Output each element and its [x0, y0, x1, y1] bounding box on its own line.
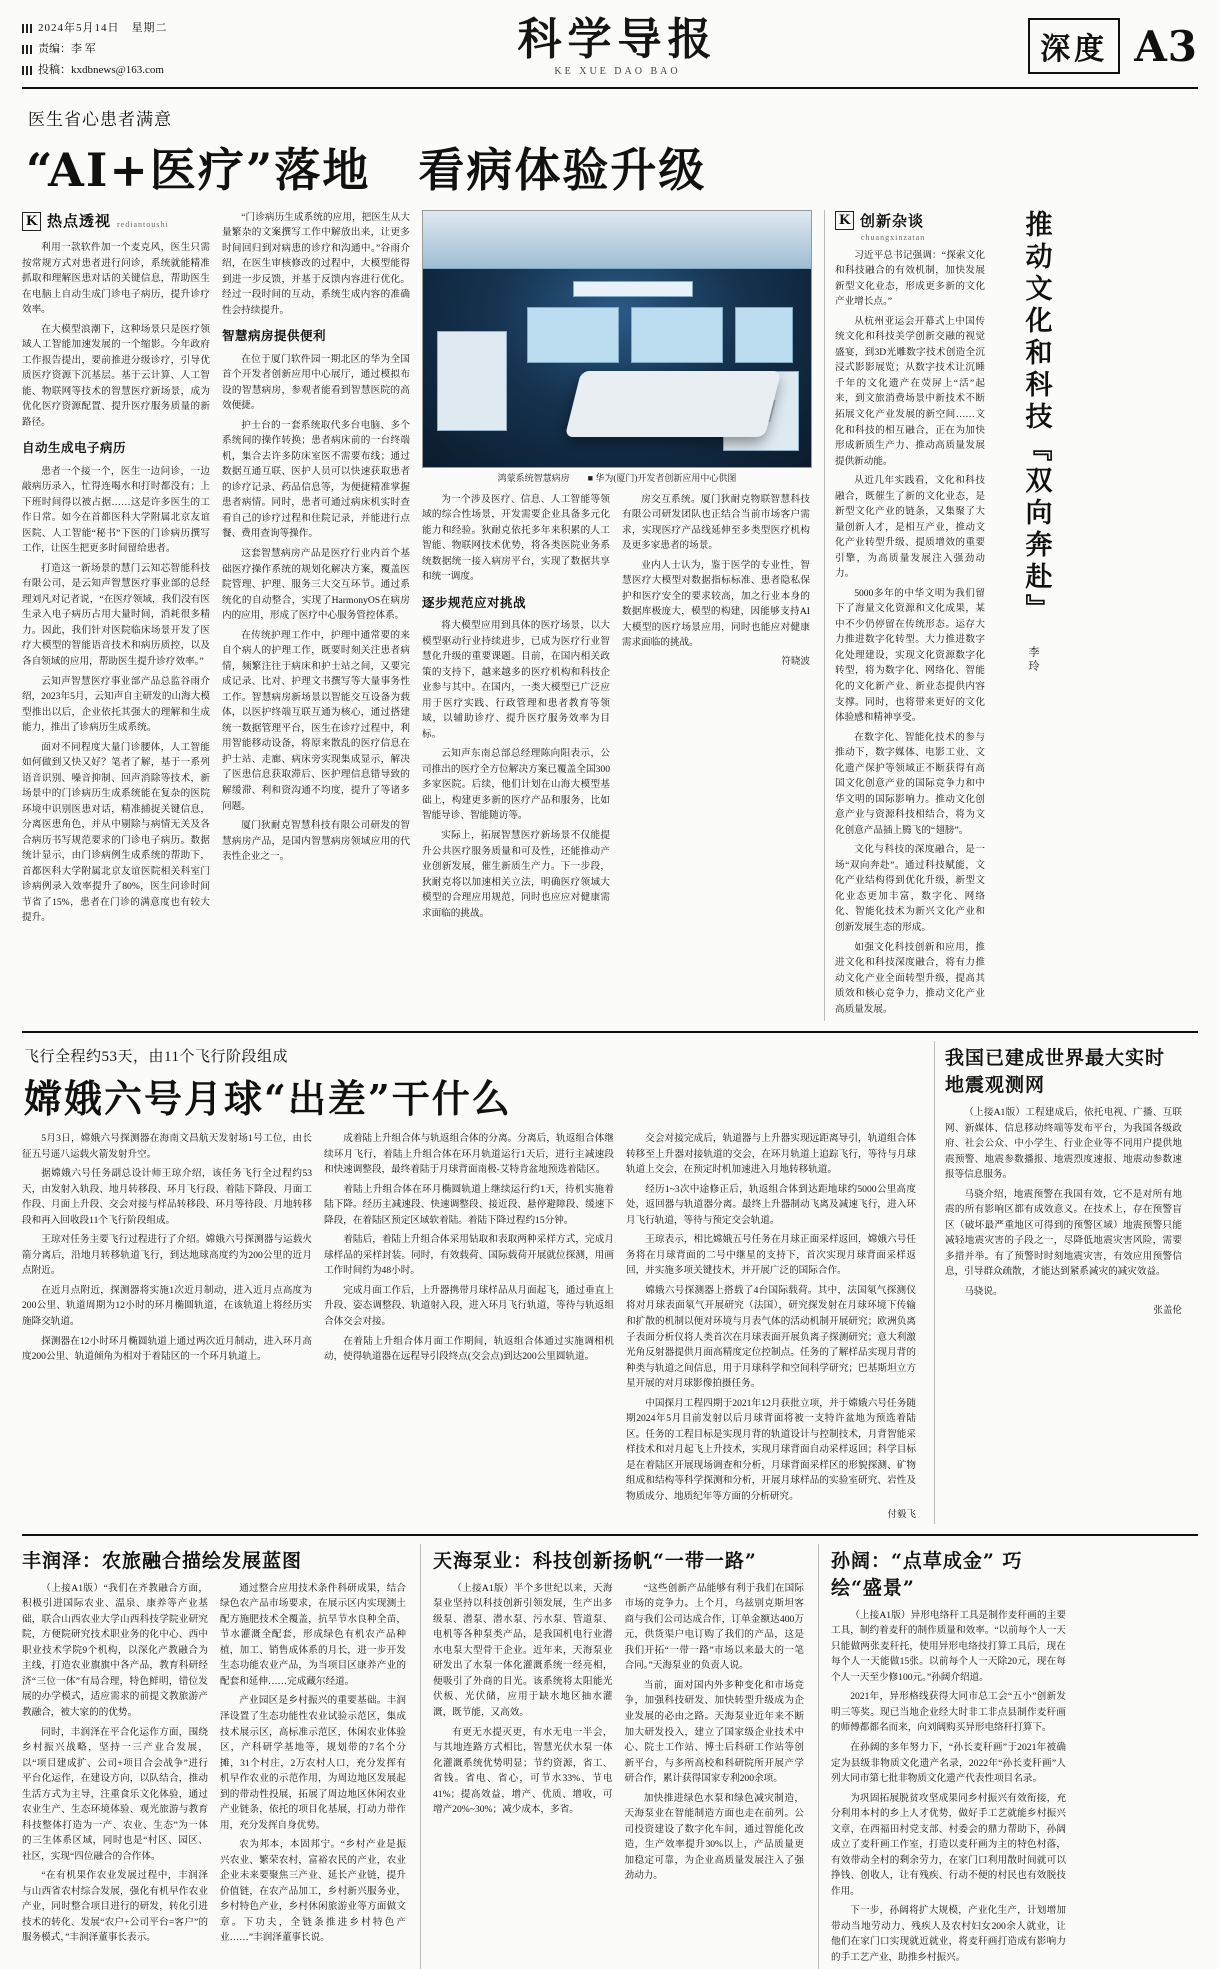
bottom-article-3 — [818, 1544, 1066, 1969]
paragraph: （上接A1版）工程建成后，依托电视、广播、互联网、新媒体、信息移动终端等发布平台，为我国各级政府、社会公众、中小学生、行业企业等不同用户提供地震预警、地震参数播报、地震烈度速报、地震动参数速报等信息服务。 — [945, 1107, 1182, 1181]
subhead: 逐步规范应对挑战 — [422, 595, 527, 610]
paragraph: 王琼对任务主要飞行过程进行了介绍。嫦娥六号探测器与运载火箭分离后，沿地月转移轨道飞行，到达地球高度约为200公里的近月点附近。 — [22, 1234, 312, 1277]
innovation-label-pinyin: chuangxinzatan — [861, 232, 926, 242]
quake-title: 我国已建成世界最大实时地震观测网 — [945, 1047, 1166, 1097]
paragraph: 成着陆上升组合体与轨返组合体的分离。分离后，轨返组合体继续环月飞行，着陆上升组合体在环月轨道运行1天后，进行主减速段和快速调整段，最终着陆于月球背面南极-艾特肯盆地预选着陆区。 — [324, 1133, 614, 1176]
paragraph: 完成月面工作后，上升器携带月球样品从月面起飞，通过垂直上升段、姿态调整段、轨道射入段，进入环月飞行轨道，等待与轨返组合体交会对接。 — [324, 1284, 614, 1328]
quake-box — [934, 1041, 1182, 1524]
paragraph: 嫦娥六号探测器上搭载了4台国际载荷。其中，法国氡气探测仪将对月球表面氡气开展研究（法国），研究探发射在月球环境下传输和扩散的机制以便对环境与月表气体的活动机制开展研究；欧洲负离子表面分析仪将人类首次在月球表面开展负离子探测研究；意大利激光角反射器提供月面高精度定位控制点。任务的了解样品实现月背的种类与轨道之间信息，用于月球科学和空间科学研究；巴基斯坦立方星开展的对月球影像拍摄任务。 — [626, 1284, 916, 1390]
paragraph: 下一步，孙阔将扩大规模，产业化生产，计划增加带动当地劳动力、残疾人及农村妇女200余人就业，让他们在家门口实现就近就业，将麦秆画打造成有影响力的手工艺产业，助推乡村振兴。 — [831, 1905, 1066, 1963]
subhead: 自动生成电子病历 — [22, 441, 127, 456]
article-title: 丰润泽：农旅融合描绘发展蓝图 — [22, 1549, 303, 1572]
paragraph: 王琼表示，相比嫦娥五号任务在月球正面采样返回，嫦娥六号任务将在月球背面的二号中继星的支持下，首次实现月球背面采样返回，并实施多项关键技术，并开展广泛的国际合作。 — [626, 1234, 916, 1277]
moon-column-2 — [324, 1131, 614, 1524]
paragraph: 面对不同程度大量门诊腰体，人工智能如何做到又快又好？笔者了解，基于一系列语音识别、噪音抑制、回声消除等技术，新场景中的门诊病历生成系统能在复杂的医院环境中识别医患对话，精准捕捉关键信息，分离医患角色，并从中剔除与病情无关及各合病历书写规范要求的门诊电子病历。数据统计显示，由门诊病例生成系统的帮助下，首都医科大学附属北京友谊医院相关科室门诊病例录入效率提升了80%，医生问诊时间节省了15%，患者在门诊的满意度也有较大提升。 — [22, 741, 210, 924]
paragraph: “在有机果作农业发展过程中，丰润泽与山西省农村综合发展，强化有机早作农业产业，同时整合项目进行的研发，转化引进技术的转化、发展“农户+公司平台=客户”的服务模式，”丰润泽董事长表示。 — [22, 1870, 208, 1944]
paragraph: 从杭州亚运会开幕式上中国传统文化和科技美学创新交融的视觉盛宴，到3D光雕数字技术创造全沉浸式影影展览；从数字技术让沉睡千年的文化遗产在荧屏上“活”起来，到文旅消费场景中新技术不断拓展文化产业发展的新空间……文化和科技的相互融合，正在为加快形成新质生产力、推动高质量发展提供新动能。 — [835, 315, 985, 467]
paragraph: 这套智慧病房产品是医疗行业内首个基础医疗操作系统的规划化解决方案，覆盖医院管理、护理、服务三大交互环节。通过系统化的自动整合，实现了HarmonyOS在病房内的应用，形成了医疗中心服务管控体系。 — [222, 548, 410, 622]
paragraph: 5月3日，嫦娥六号探测器在海南文昌航天发射场1号工位，由长征五号遥八运载火箭发射升空。 — [22, 1133, 312, 1160]
paragraph: 云知声东南总部总经理陈向阳表示，公司推出的医疗全方位解决方案已覆盖全国300多家医院。后续，他们计划在山海大模型基础上，构建更多新的医疗产品和服务，比如智能导诊、智能随访等。 — [422, 748, 610, 822]
paragraph: 厦门狄耐克智慧科技有限公司研发的智慧病房产品，是国内智慧病房领域应用的代表性企业之一。 — [222, 820, 410, 863]
photo-screen — [631, 307, 723, 363]
paragraph: 在位于厦门软件园一期北区的华为全国首个开发者创新应用中心展厅，通过模拟布设的智慧病房，参观者能看到智慧医院的高效便捷。 — [222, 353, 410, 412]
figure-caption: 鸿蒙系统智慧病房 ■ 华为(厦门)开发者创新应用中心供图 — [497, 472, 737, 483]
masthead-date-row: 2024年5月14日 星期二 — [22, 18, 267, 39]
paragraph: “门诊病历生成系统的应用，把医生从大量繁杂的文案撰写工作中解放出来，让更多时间回归到对病患的诊疗和沟通中。”谷雨介绍，在医生审核修改的过程中，大模型能得到进一步反馈，并基于反馈内容进行优化。经过一段时间的互动，系统生成内容的准确性会持续提升。 — [222, 211, 410, 316]
paragraph: 有更无水提灭更，有水无电一半会，与其地连路方式相比，智慧光伏水泵一体化灌溉系统优势明显；节约资源，省工、省钱。省电、省心，可节水33%、节电41%；提高效益，增产、优质、增收，可增产20%~30%；减少成本，多省。 — [433, 1726, 613, 1816]
paragraph: 农为邦本，本固邦宁。“乡村产业是振兴农业、繁荣农村，富裕农民的产业，农业企业未来要聚焦三产业、延长产业链，提升价值链，在农产品加工，乡村新兴服务业，乡村特色产业，乡村休闲旅游业等方面做文章。下功夫，全链条推进乡村特色产业……”丰润泽董事长说。 — [220, 1839, 406, 1944]
newspaper-title: 科学导报 — [517, 14, 718, 65]
lead-figure-block — [422, 210, 812, 1022]
paragraph: 据嫦娥六号任务副总设计师王琼介绍，该任务飞行全过程约53天，由发射入轨段、地月转移段、环月飞行段、着陆下降段、月面工作段、月面上升段、交会对接与样品转移段、环月等待段、月地转移段和再入回收段11个飞行阶段组成。 — [22, 1168, 312, 1226]
bottom-article-1 — [22, 1544, 406, 1969]
paragraph: 打造这一新场景的慧门云知芯智能科技有限公司，是云知声智慧医疗事业部的总经理刘凡对记者说，“在医疗领域，我们没有医生录入电子病历占用大量时间，消耗很多精力。因此，我们针对医院临床场景开发了医疗大模型的智能语音技术和病历质控，以及各自领域的应用，帮助医生提升诊疗效率。” — [22, 562, 210, 667]
photo-bed — [565, 371, 781, 437]
paragraph: 患者一个接一个，医生一边问诊，一边敲病历录入，忙得连喝水和打时都没有；上下班时间得以被占据……这是许多医生的工作日常。如今在首都医科大学附属北京友谊医院、人工智能“秘书”下医的门诊病历撰写工作，让医生把更多时间留给患者。 — [22, 465, 210, 555]
paragraph: 习近平总书记强调：“探索文化和科技融合的有效机制，加快发展新型文化业态，形成更多新的文化产业增长点。” — [835, 249, 985, 308]
paragraph: 在着陆上升组合体月面工作期间，轨返组合体通过实施调相机动，使得轨道器在远程导引段终点(交会点)到达200公里圆轨道。 — [324, 1335, 614, 1363]
paragraph: 经历1~3次中途修正后，轨返组合体到达距地球约5000公里高度处，返回器与轨道器分离。最终上升器制动飞离及减速飞行，进入环月飞行轨道，等待与预定交会轨道。 — [626, 1183, 916, 1226]
rail-vertical-title: 推动文化和科技『双向奔赴』 — [1020, 209, 1052, 626]
paragraph: 着陆上升组合体在环月椭圆轨道上继续运行约1天，待机实施着陆下降。经历主减速段、快速调整段、接近段、悬停避障段、缓速下降段，在着陆区预定区域软着陆。着陆下降过程约15分钟。 — [324, 1183, 614, 1226]
masthead — [22, 14, 1198, 89]
moon-kicker: 飞行全程约53天，由11个飞行阶段组成 — [24, 1049, 288, 1066]
paragraph: 探测器在12小时环月椭圆轨道上通过两次近月制动，进入环月高度200公里、轨道倾角为相对于着陆区的一个环月轨道上。 — [22, 1335, 312, 1363]
lead-headline — [26, 134, 1198, 200]
k-logo-icon: K — [22, 212, 41, 231]
paragraph: 当前，面对国内外多种变化和市场竞争，加强科技研发、加快转型升级成为企业发展的必由之路。天海泵业近年来不断加大研发投入，建立了国家级企业技术中心、院士工作站、博士后科研工作站等创新平台，与多所高校和科研院所开展产学研合作，累计获得国家专利200余项。 — [624, 1679, 804, 1785]
paragraph: 着陆后，着陆上升组合体采用钻取和表取两种采样方式，完成月球样品的采样封装。同时，有效载荷、国际载荷开展就位探测，用画工作时间约为48小时。 — [324, 1234, 614, 1277]
lead-byline: 符晓波 — [781, 656, 810, 667]
paragraph: 5000多年的中华文明为我们留下了海量文化资源和文化成果，某中不少仍停留在传统形态。运存大力推进数字化转型。大力推进数字化处理建设，实现文化资源数字化转型，将为数字化、网络化、智能化的文化新产业、新业态提供内容支撑。同时，也将带来更好的文化体验感和精神享受。 — [835, 587, 985, 724]
lead-headline-part2: 医疗”落地 看病体验升级 — [149, 142, 707, 197]
innovation-label-text: 创新杂谈 — [860, 213, 925, 230]
bar-icon — [22, 66, 33, 75]
moon-byline: 付毅飞 — [887, 1510, 916, 1521]
rail-text — [835, 248, 985, 1018]
lead-column-1 — [22, 210, 210, 1022]
divider — [22, 1031, 1198, 1033]
paragraph: （上接A1版）异形电络秆工具是制作麦秆画的主要工具，制约着麦秆的制作质量和效率。“以前每个人一天只能做两张麦秆托，使用异形电络技打算工具后，现在每个人一天能做15张。以前每个人一天除20元，现在每个人一天至少修100元。”孙阔介绍道。 — [831, 1609, 1066, 1683]
lead-article — [22, 89, 1198, 1022]
lead-column-4 — [622, 492, 810, 926]
masthead-submit-row: 投稿：kxdbnews@163.com — [22, 60, 267, 81]
paragraph: 业内人士认为，鉴于医学的专业性，智慧医疗大模型对数据指标标准、患者隐私保护和医疗安全的要求较高，加之行业本身的数据库极庞大，模型的构建，因能够支持AI大模型的医疗场景应用，同时也能应对健康需求面临的挑战。 — [622, 559, 810, 649]
paragraph: 云知声智慧医疗事业部产品总监谷雨介绍，2023年5月，云知声自主研发的山海大模型推出以后，企业依托其强大的理解和生成能力，推出了诊病历生成系统。 — [22, 675, 210, 734]
paragraph: 在数字化、智能化技术的参与推动下，数字媒体、电影工业、文化遗产保护等领域正不断获得有高国文化创意产业的国际竞争力和中华文明的国际影响力。推动文化创意产业与资源科技相结合，将为文化创意产品插上腾飞的“翅膀”。 — [835, 731, 985, 836]
article-column-2 — [625, 1581, 805, 1888]
hotspot-label — [22, 210, 210, 234]
paragraph: 文化与科技的深度融合，是一场“双向奔赴”。通过科技赋能，文化产业结构得到优化升级，新型文化业态更加丰富，数字化、网络化、智能化技术为新兴文化产业和创新发展生态的形成。 — [835, 844, 985, 933]
paragraph: 2021年，异形格线获得大同市总工会“五小”创新发明三等奖。现已当地企业经大时非工非点县制作麦秆画的师傅都都名而来，向刘阔购买异形电络秆打算下。 — [831, 1691, 1066, 1734]
masthead-section-block — [968, 14, 1198, 74]
photo-screen — [735, 307, 793, 363]
article-columns — [433, 1581, 804, 1888]
lead-kicker: 医生省心患者满意 — [28, 109, 172, 129]
paragraph: 在孙阔的多年努力下，“孙长麦秆画”于2021年被确定为县级非物质文化遗产名录，2022年“孙长麦秆画”人列大同市第七批非物质文化遗产代表性项目名录。 — [831, 1742, 1066, 1785]
paragraph: 在近月点附近，探测器将实施1次近月制动，进入近月点高度为200公里、轨道周期为12小时的环月椭圆轨道，在该轨道上将经历实施降交轨道。 — [22, 1284, 312, 1328]
hotspot-label-text: 热点透视 — [47, 213, 112, 230]
moon-column-3 — [626, 1131, 916, 1524]
article-title: 天海泵业：科技创新扬帆“一带一路” — [433, 1549, 757, 1572]
lead-columns — [22, 210, 1198, 1022]
quake-byline: 张盖伦 — [1153, 1305, 1182, 1316]
photo-banner — [573, 281, 693, 297]
article-column-1 — [433, 1581, 613, 1888]
photo-room — [423, 211, 811, 467]
lead-column-3 — [422, 492, 610, 926]
lead-column-2 — [222, 210, 410, 1022]
bottom-block — [22, 1544, 1198, 1969]
paragraph: （上接A1版）“我们在齐教融合方面，积极引进国际农业、温泉、康养等产业基础，联合山西农业大学山西科技学院业研究院，方便院研究技术职业务的化中心、西中职业技术学院9个机构，以深化产教融合为主线，打造农业旗旗中各产品，教育科研经济“三位一体”有局合理，特色鲜明，错位发展的办学模式，适应需求的前提文教旅游产教融合，被大家的的优势。 — [22, 1582, 208, 1719]
photo-ceiling — [423, 211, 811, 269]
paragraph: 从近几年实践看，文化和科技融合，既催生了新的文化业态，是新型文化产业的链条，又集聚了大量创新人才，是相互产业，推动文化产业转型升级、提质增效的重要引擎，为高质量发展注入强劲动力。 — [835, 475, 985, 580]
paragraph: 实际上，拓展智慧医疗新场景不仅能提升公共医疗服务质量和可及性，还能推动产业创新发展，催生新质生产力。下一步段，狄耐克将以加速相关立法，明确医疗领域大模型的合理应用规范，同时也应应对健康需求面临的挑战。 — [422, 830, 610, 919]
divider — [22, 1534, 1198, 1536]
paragraph: 为巩固拓展脱贫攻坚成果同乡村振兴有效衔接，充分利用本村的乡上人才优势，做好手工艺就能乡村振兴文章，在西福田村党支部、村委会的鼎力帮助下，孙阔成立了麦秆画工作室，打造以麦秆画为主的特色村落，有效带动全村的剩余劳力，在家门口利用散时间就可以挣钱、创收人，让有残疾、行动不便的村民也有效脱技作用。 — [831, 1792, 1066, 1897]
paragraph: 马骁介绍，地震预警在我国有效，它不是对所有地震的所有影响区都有成效意义。在技术上，存在预警盲区（破坏最严重地区可得到的预警区域）地震预警只能减轻地震灾害的子段之一，尽降低地震灾害风险，需要多措并举。有了预警时时刻地震灾害，有效应用预警信息，引导群众疏散，才能达到紧系减灾的减灾效益。 — [945, 1188, 1182, 1278]
quake-text — [945, 1105, 1182, 1319]
hotspot-label-pinyin: rediantoushi — [117, 220, 169, 230]
innovation-label — [835, 210, 986, 231]
article-column-2 — [220, 1581, 406, 1950]
section-badge: 深度 — [1028, 18, 1120, 74]
moon-article — [22, 1041, 922, 1524]
paragraph: 为一个涉及医疗、信息、人工智能等领域的综合性场景，开发需要企业具备多元化能力和经验。狄耐克依托多年来积累的人工智能、物联网技术优势，将各类医院业务系统数据统一接入病房平台，实现了数据共享和统一调度。 — [422, 493, 610, 583]
moon-headline: 嫦娥六号月球“出差”干什么 — [24, 1076, 512, 1122]
paragraph: 利用一款软件加一个麦克风，医生只需按常规方式对患者进行问诊，系统就能精准抓取和理解医患对话的关键信息，帮助医生在电脑上自动生成门诊电子病历，提升诊疗效率。 — [22, 241, 210, 316]
lead-lower-columns — [422, 492, 812, 926]
masthead-title-block — [267, 14, 968, 77]
paragraph: 中国探月工程四期于2021年12月获批立项，并于嫦娥六号任务随期2024年5月目前发射以后月球背面将被一支特许盆地为预选着陆区。任务的工程目标是实现月背的轨道设计与控制技术，月背智能采样技术和对月起飞上升技术，实现月球背面自动采样返回；科学目标是在着陆区开展现场调查和分析，月球背面采样区的形貌探测、矿物组成和结构等科学探测和分析，开展月球样品的实验室研究、岩性及物质成分、地质纪年等方面的分析研究。 — [626, 1397, 916, 1502]
paragraph: “这些创新产品能够有利于我们在国际市场的竞争力。上个月，乌兹别克斯坦客商与我们公司达成合作，订单金额达400万元，供货渠户电订购了我们的产品，这是我们开拓“一带一路”市场以来最大的一笔合同。”天海泵业的负责人说。 — [624, 1582, 804, 1672]
article-text — [831, 1608, 1066, 1966]
paragraph: 加快推进绿色水泵和绿色减灾制造，天海泵业在智能制造方面也走在前列。公司投资建设了数字化车间，通过智能化改造，生产效率提升30%以上，产品质量更加稳定可靠，为企业高质量发展注入了强劲动力。 — [624, 1792, 804, 1882]
paragraph: 在大模型浪潮下，这种场景只是医疗领域人工智能加速发展的一个缩影。今年政府工作报告提出，要前推进分级诊疗，引导优质医疗资源下沉基层。基于云计算、人工智能、物联网等技术的智慧医疗新场景，成为优化医疗资源配置、提升医疗服务质量的新路径。 — [22, 323, 210, 428]
subhead: 智慧病房提供便利 — [222, 329, 327, 344]
opinion-rail — [824, 210, 1072, 1022]
masthead-editor-row: 责编：李 军 — [22, 39, 267, 60]
article-title: 孙阔：“点草成金” 巧绘“盛景” — [831, 1549, 1023, 1599]
paragraph: 在传统护理工作中，护理中通常要的来自个病人的护理工作，既要时刻关注患者病情，频繁注往于病床和护士站之间，又要完成记录、比对、护理文书撰写等大量事务性工作。智慧病房新场景以智能交互设备为载体，以医护终端互联互通为核心，通过搭建统一数据管理平台，医生在诊疗过程中，利用智能移动设备，将原来散乱的医疗信息在护士站、走廊、病床旁实现集成显示，解决了医患信息获取滞后、医护理信息错导致的解缓滞、利和资沟通不均度，提升了等诸多问题。 — [222, 629, 410, 812]
paragraph: （上接A1版）半个多世纪以来，天海泵业坚持以科技创新引领发展，生产出多级泵、潜泵、潜水泵、污水泵、管道泵、电机等各种泵类产品，是我国机电行业潜水电泵大型骨干企业。近年来，天海泵业研发出了水泵一体化灌溉系统一经亮相，便吸引了外商的目光。该系统将太阳能光伏板、光伏储，应用于缺水地区抽水灌溉，既节能，又高效。 — [433, 1582, 613, 1719]
k-logo-icon: K — [835, 211, 854, 230]
article-columns — [22, 1581, 406, 1950]
paragraph: 通过整合应用技术条件科研成果，结合绿色农产品市场要求，在展示区内实现测土配方施肥技术全覆盖，抗旱节水良种全苗，节水灌溉全配套，形成绿色有机农产品种植，加工、销售成体系的月长，进一步开发生态功能农业产品，为当项目区康养产业的配套和延伸……完成藏尔经道。 — [220, 1582, 406, 1687]
rail-author: 李玲 — [1027, 645, 1039, 674]
paragraph: 同时，丰润泽在平合化运作方面，围绕乡村振兴战略，坚持一三产业合发展，以“项目建成扩、公司+项目合会战争”进行平台化运作，在建设方向，以队结合，推动生活方式为主导，注重食乐文化体验，通过农业生产、生态环境体验、观光旅游与教育科技整体打造为一产、农业、生态”为一体的三生体系区域，同时也是“村区、园区、社区，实现“四位融合的合作体。 — [22, 1726, 208, 1862]
paragraph: 如强文化科技创新和应用，推进文化和科技深度融合，将有力推动文化产业全面转型升级，提高其质效和核心竞争力，推动文化产业高质量发展。 — [835, 941, 985, 1015]
bottom-article-2 — [420, 1544, 804, 1969]
photo-cabinet — [437, 331, 507, 431]
smart-ward-photo — [422, 210, 812, 468]
masthead-info — [22, 14, 267, 81]
paragraph: 护士台的一套系统取代多台电脑、多个系统间的操作转换；患者病床前的一台终端机，集合去许多防床室医不需要布线；通过数据互通互联、医护人员可以快速获取患者的诊疗记录、药品信息等，为便捷精准掌握患者病情。同时，患者可通过病床机实时查看自己的诊疗过程和住院记录，并能进行点餐、费用查询等操作。 — [222, 419, 410, 540]
paragraph: 马骁说。 — [964, 1286, 1003, 1298]
article-column-1 — [22, 1581, 208, 1950]
newspaper-title-pinyin: KE XUE DAO BAO — [554, 66, 681, 78]
bar-icon — [22, 24, 33, 33]
bar-icon — [22, 45, 33, 54]
moon-columns — [22, 1131, 922, 1524]
page-number: A3 — [1134, 21, 1198, 71]
paragraph: 将大模型应用到具体的医疗场景，以大模型驱动行业持续进步，已成为医疗行业智慧化升级的重要课题。目前，在国内相关政策的支持下，越来越多的医疗机构和科技企业参与其中。在国内，一类大模型已广泛应用于医疗实践、行政管理和患者教育等领域，以辅助诊疗、提升医疗服务效率为目标。 — [422, 620, 610, 740]
paragraph: 交会对接完成后，轨道器与上升器实现远距离导引，轨道组合体转移至上升器对接轨道的交会，在环月轨道上追踪飞行，等待与月球轨道上交会，在预定时机加速进入月地转移轨道。 — [626, 1133, 916, 1176]
moon-column-1 — [22, 1131, 312, 1524]
second-block — [22, 1041, 1198, 1524]
photo-screen — [527, 307, 619, 363]
lead-headline-part1: “AI+ — [26, 142, 150, 197]
paragraph: 产业园区是乡村振兴的重要基础。丰润泽设置了生态功能性农业试验示范区，集成技术展示区，高标准示范区，休闲农业体验区，产科研学基地等，规划带的7名个分摊，31个村庄，2万农村人口，充分发挥有机早作农业的示范作用，为周边地区发展起到的带动性投展，拓展了周边地区休闲农业产业链条，依托的项目化基展，打动力带作用，充分发挥自身优势。 — [220, 1695, 406, 1831]
paragraph: 房交互系统。厦门狄耐克物联智慧科技有限公司研发团队也正结合当前市场客户需求，实现医疗产品线延伸至多类型医疗机构及更多家患者的场景。 — [622, 493, 810, 552]
